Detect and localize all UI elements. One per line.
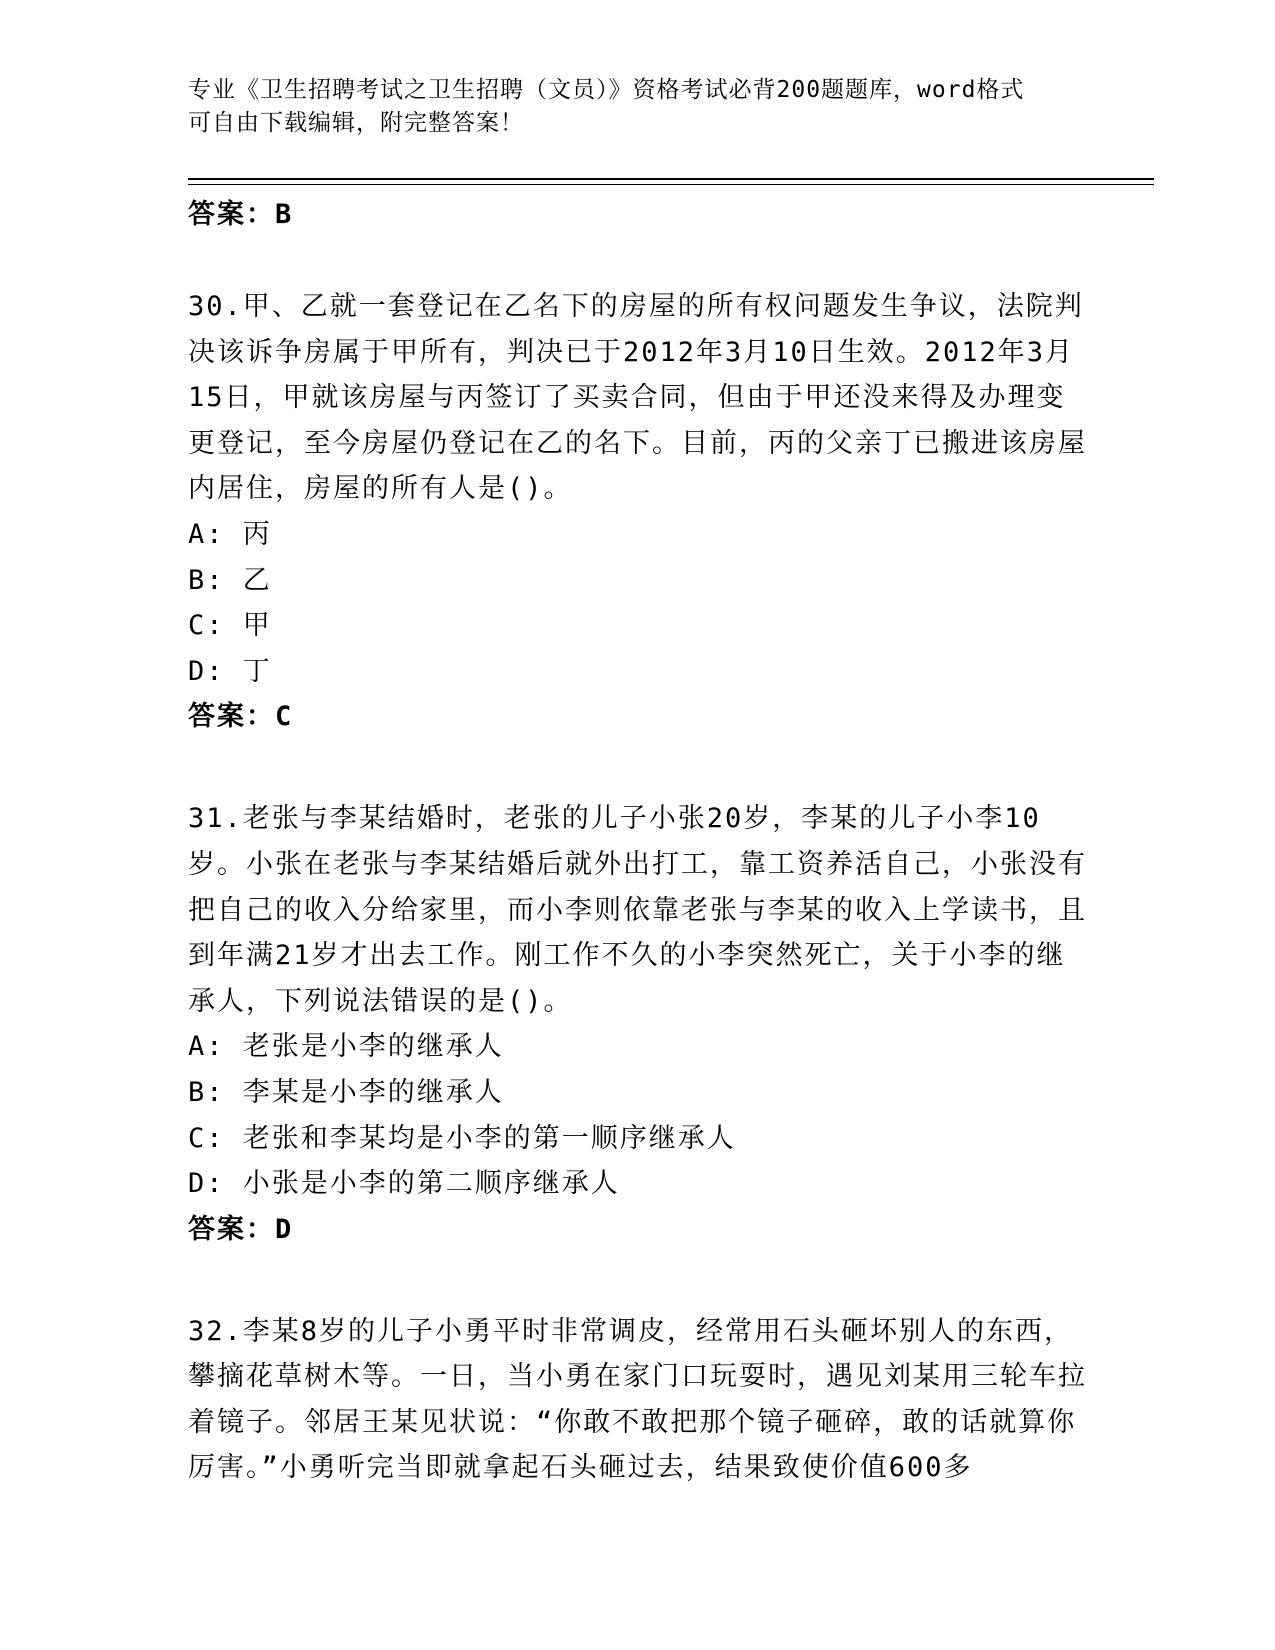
question-31-text: 31.老张与李某结婚时，老张的儿子小张20岁，李某的儿子小李10岁。小张在老张与李某结婚后就外出打工，靠工资养活自己，小张没有把自己的收入分给家里，而小李则依靠老张与李某的收入上学读书，且到年满21岁才出去工作。刚工作不久的小李突然死亡，关于小李的继承人，下列说法错误的是()。 xyxy=(188,803,1087,1017)
question-31-answer: 答案：D xyxy=(188,1213,294,1245)
header-divider-thin xyxy=(188,184,1154,185)
header-divider-thick xyxy=(188,178,1154,180)
question-30-option-a: A: 丙 xyxy=(188,518,272,550)
document-body xyxy=(188,192,1088,1491)
question-30-text: 30.甲、乙就一套登记在乙名下的房屋的所有权问题发生争议，法院判决该诉争房属于甲所有，判决已于2012年3月10日生效。2012年3月15日，甲就该房屋与丙签订了买卖合同，但由于甲还没来得及办理变更登记，至今房屋仍登记在乙的名下。目前，丙的父亲丁已搬进该房屋内居住，房屋的所有人是()。 xyxy=(188,291,1087,505)
answer-line: 答案：B xyxy=(188,199,294,230)
question-31-option-d: D: 小张是小李的第二顺序继承人 xyxy=(188,1168,620,1200)
question-30-option-d: D: 丁 xyxy=(188,655,272,687)
question-30-answer: 答案：C xyxy=(188,701,294,733)
question-30-option-b: B: 乙 xyxy=(188,564,272,596)
header-line-2: 可自由下载编辑，附完整答案！ xyxy=(188,110,524,136)
header-line-1: 专业《卫生招聘考试之卫生招聘（文员）》资格考试必背200题题库，word格式 xyxy=(188,77,1025,103)
question-31-option-b: B: 李某是小李的继承人 xyxy=(188,1076,504,1108)
question-31-option-a: A: 老张是小李的继承人 xyxy=(188,1031,504,1063)
page-header xyxy=(188,74,1068,140)
question-32-text: 32.李某8岁的儿子小勇平时非常调皮，经常用石头砸坏别人的东西，攀摘花草树木等。一日，当小勇在家门口玩耍时，遇见刘某用三轮车拉着镜子。邻居王某见状说：“你敢不敢把那个镜子砸碎，敢的话就算你厉害。”小勇听完当即就拿起石头砸过去，结果致使价值600多 xyxy=(188,1315,1087,1484)
question-31-option-c: C: 老张和李某均是小李的第一顺序继承人 xyxy=(188,1122,736,1154)
question-30-option-c: C: 甲 xyxy=(188,610,272,642)
